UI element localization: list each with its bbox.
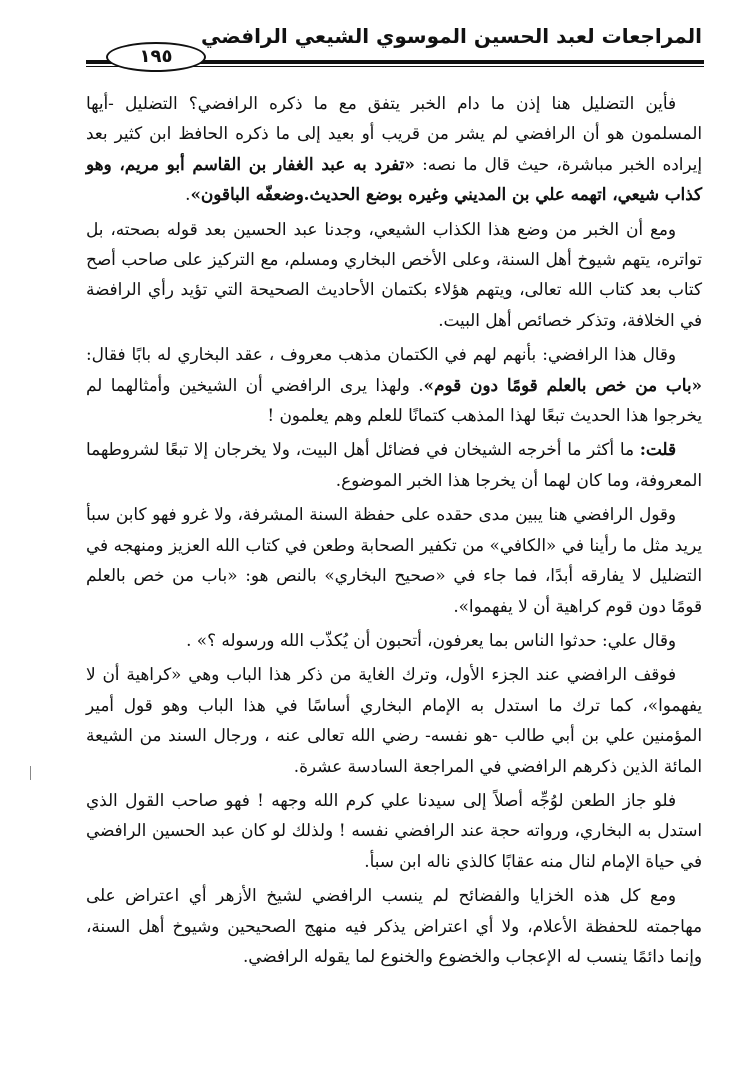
page-number-badge: ١٩٥ (106, 42, 206, 72)
page-body (86, 88, 702, 975)
quote-bold: «تفرد به عبد الغفار بن القاسم أبو مريم، وهو كذاب شيعي، اتهمه علي بن المديني وغيره بوضع الحديث.وضعفّه الباقون» (86, 153, 702, 205)
paragraph-6: وقال علي: حدثوا الناس بما يعرفون، أتحبون أن يُكذّب الله ورسوله ؟» . (186, 629, 676, 650)
paragraph-5: وقول الرافضي هنا يبين مدى حقده على حفظة السنة المشرفة، ولا غرو فهو كابن سبأ يريد مثل ما رأينا في «الكافي» من تكفير الصحابة وطعن في كتاب الله العزيز ومنهجه في التضليل لا يفارقه أبدًا، فما جاء في «صحيح البخاري» بالنص هو: «باب من خص بالعلم قومًا دون قوم كراهية أن لا يفهموا». (86, 504, 702, 616)
paragraph-3: وقال هذا الرافضي: بأنهم لهم في الكتمان مذهب معروف ، عقد البخاري له بابًا فقال: «باب من خص بالعلم قومًا دون قوم». ولهذا يرى الرافضي أن الشيخين وأمثالهما لم يخرجوا هذا الحديث تبعًا لهذا المذهب كتمانًا للعلم وهم يعلمون ! (86, 344, 702, 426)
qultu-bold: قلت: (639, 439, 676, 460)
page-header (86, 22, 702, 72)
paragraph-1: فأين التضليل هنا إذن ما دام الخبر يتفق مع ما ذكره الرافضي؟ التضليل -أيها المسلمون هو أن الرافضي لم يشر من قريب أو بعيد إلى ما ذكره الحافظ ابن كثير بعد إيراده الخبر مباشرة، حيث قال ما نصه: «تفرد به عبد الغفار بن القاسم أبو مريم، وهو كذاب شيعي، اتهمه علي بن المديني وغيره بوضع الحديث.وضعفّه الباقون». (86, 93, 702, 205)
quote-bold: «باب من خص بالعلم قومًا دون قوم» (423, 374, 702, 395)
running-title: المراجعات لعبد الحسين الموسوي الشيعي الرافضي (201, 24, 702, 48)
paragraph-4: قلت: ما أكثر ما أخرجه الشيخان في فضائل أهل البيت، ولا يخرجان إلا تبعًا لشروطهما المعروفة، وما كان لهما أن يخرجا هذا الخبر الموضوع. (86, 439, 702, 490)
paragraph-8: فلو جاز الطعن لوُجِّه أصلاً إلى سيدنا علي كرم الله وجهه ! فهو صاحب القول الذي استدل به البخاري، ورواته حجة عند الرافضي نفسه ! ولذلك لو كان عبد الحسين الرافضي في حياة الإمام لنال منه عقابًا كالذي ناله ابن سبأ. (86, 789, 702, 871)
paragraph-9: ومع كل هذه الخزايا والفضائح لم ينسب الرافضي لشيخ الأزهر أي اعتراض على مهاجمته للحفظة الأعلام، ولا أي اعتراض يذكر فيه منهج الصحيحين وشيوخ أهل السنة، وإنما دائمًا ينسب له الإعجاب والخضوع والخنوع لما يقوله الرافضي. (86, 885, 702, 966)
margin-tick (30, 766, 31, 780)
paragraph-2: ومع أن الخبر من وضع هذا الكذاب الشيعي، وجدنا عبد الحسين بعد قوله بصحته، بل تواتره، يتهم شيوخ أهل السنة، وعلى الأخص البخاري ومسلم، مع التركيز على صاحب أصح كتاب بعد كتاب الله تعالى، ويتهم هؤلاء بكتمان الأحاديث الصحيحة التي تؤيد رأي الرافضة في الخلافة، وتذكر خصائص أهل البيت. (86, 218, 702, 330)
paragraph-7: فوقف الرافضي عند الجزء الأول، وترك الغاية من ذكر هذا الباب وهي «كراهية أن لا يفهموا»، كما ترك ما استدل به الإمام البخاري أساسًا في هذا الباب وهو قول أمير المؤمنين علي بن أبي طالب -هو نفسه- رضي الله تعالى عنه ، ورجال السند من الشيعة المائة الذين ذكرهم الرافضي في المراجعة السادسة عشرة. (86, 664, 702, 776)
